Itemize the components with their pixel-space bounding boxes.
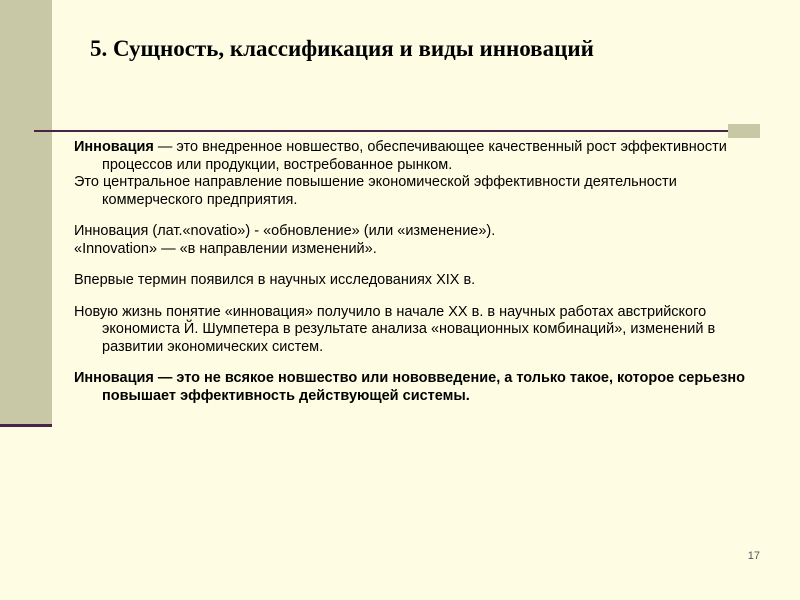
title-divider-block <box>728 124 760 138</box>
direction-paragraph: Это центральное направление повышение экономической эффективности деятельности коммерческого предприятия. <box>74 174 677 208</box>
innovation-meaning-paragraph: «Innovation» — «в направлении изменений». <box>74 240 377 257</box>
title-divider-line <box>34 130 734 132</box>
sidebar-decoration <box>0 0 52 425</box>
etymology-paragraph: Инновация (лат.«novatio») - «обновление» (или «изменение»). <box>74 223 496 239</box>
slide-body <box>74 139 754 405</box>
slide-number: 17 <box>747 550 760 562</box>
sidebar-bottom-line <box>0 424 52 427</box>
first-use-paragraph: Впервые термин появился в научных исследованиях XIX в. <box>74 272 476 288</box>
conclusion-paragraph: Инновация — это не всякое новшество или нововведение, а только такое, которое серьезно повышает эффективность действующей системы. <box>74 370 745 404</box>
definition-text: — это внедренное новшество, обеспечивающее качественный рост эффективности процессов или продукции, востребованное рынком. <box>102 139 727 173</box>
schumpeter-paragraph: Новую жизнь понятие «инновация» получило в начале XX в. в научных работах австрийского экономиста Й. Шумпетера в результате анализа «новационных комбинаций», изменений в развитии экономических систем. <box>74 303 716 355</box>
slide-title: 5. Сущность, классификация и виды инноваций <box>90 36 594 61</box>
definition-term: Инновация <box>74 139 154 155</box>
definition-paragraph <box>74 139 754 174</box>
